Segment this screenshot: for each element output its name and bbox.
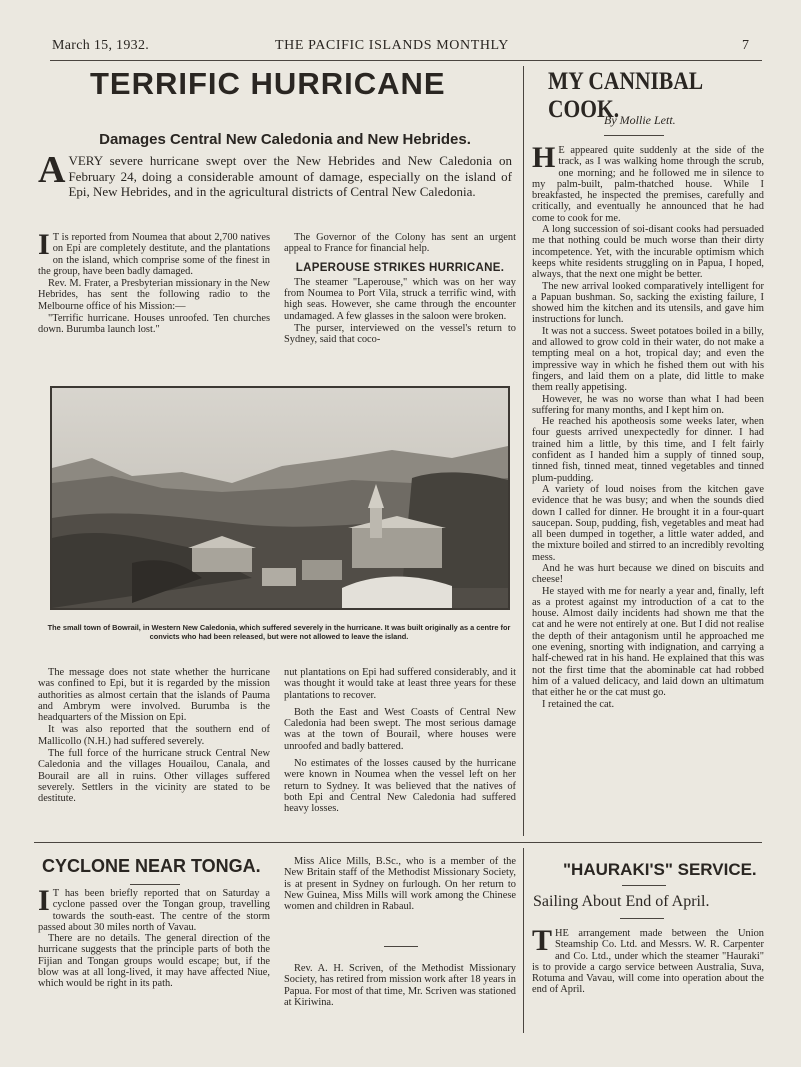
tonga-headline: CYCLONE NEAR TONGA.: [42, 856, 261, 876]
dropcap: I: [38, 228, 50, 261]
dropcap: A: [38, 149, 66, 191]
photo-illustration: [52, 388, 508, 608]
hauraki-sub-rule: [620, 918, 664, 919]
bourail-town-photo: [50, 386, 510, 610]
paragraph: He stayed with me for nearly a year and, finally, left as a protest against my introduction of a cat to the house. Almost daily incidents had shown me that the cat and he were not entirely at one. But I did not realise the depth of their antagonism until he approached me one evening, snorting with indignation, and carrying a half-chewed rat in his hand. He explained that this was not the first time that the abominable cat had robbed him of a valued delicacy, and laid down an ultimatum that either he or the cat must go.: [532, 585, 764, 699]
hauraki-rule: [622, 885, 666, 886]
header-rule: [50, 60, 762, 61]
issue-date: March 15, 1932.: [52, 38, 150, 53]
paragraph: It was also reported that the southern end of Mallicollo (N.H.) had suffered severely.: [38, 724, 270, 747]
paragraph: E appeared quite suddenly at the side of the track, as I was walking home through the scrub, one morning; and he followed me in silence to my palm-built, palm-thatched house. While I breakfasted, he inspected the premises, carefully and critically, and eventually he announced that he had come to cook for me.: [532, 145, 764, 224]
hauraki-subheadline: Sailing About End of April.: [533, 893, 710, 910]
hurricane-column-1-bottom: [38, 667, 270, 805]
hurricane-lead: [38, 149, 512, 200]
paragraph: Rev. M. Frater, a Presbyterian missionary in the New Hebrides, has sent the following radio to the Melbourne office of his Mission:—: [38, 278, 270, 312]
hurricane-headline: TERRIFIC HURRICANE: [90, 66, 446, 101]
laperouse-heading: LAPEROUSE STRIKES HURRICANE.: [295, 261, 505, 274]
dropcap: H: [532, 141, 556, 174]
paragraph: It was not a success. Sweet potatoes boiled in a billy, and allowed to grow cold in their water, do not make a tempting meal on a hot, tropical day; and even the impressive way in which he fished them out with his fingers, and laid them on a plate, did little to make them really appetising.: [532, 325, 764, 394]
tonga-rule: [130, 884, 180, 885]
dropcap: I: [38, 884, 50, 917]
byline-rule: [604, 135, 664, 136]
paragraph: T is reported from Noumea that about 2,700 natives on Epi are completely destitute, and the plantations on the island, which comprise some of the finest in the group, have been badly damaged.: [38, 232, 270, 277]
column-divider: [523, 66, 524, 836]
hurricane-column-2-bottom: [284, 667, 516, 815]
paragraph: Miss Alice Mills, B.Sc., who is a member of the New Britain staff of the Methodist Missionary Society, is at present in Sydney on furlough. On her return to New Guinea, Miss Mills will work among the Chinese women and children in Rabaul.: [284, 856, 516, 913]
paragraph: A long succession of soi-disant cooks had persuaded me that nothing could be much worse than their dirty incompetence. Yet, with the incurable optimism which keeps white residents struggling on in Papua, I hoped, always, that the next one might be better.: [532, 224, 764, 281]
paragraph: He reached his apotheosis some weeks later, when four guests arrived unexpectedly for dinner. I had trained him a little, by this time, and I felt fairly confident as I handed him a supply of tinned soup, tinned fish, tinned meat, tinned vegetables and tinned plum-pudding.: [532, 416, 764, 484]
paragraph: No estimates of the losses caused by the hurricane were known in Noumea when the vessel left on her return to Sydney. It was believed that the natives of both Epi and Central New Caledonia had suffered heavy losses.: [284, 758, 516, 815]
cannibal-byline: By Mollie Lett.: [604, 113, 676, 127]
page-number: 7: [742, 38, 750, 53]
paragraph: I retained the cat.: [542, 698, 615, 710]
notes-column: [284, 856, 516, 912]
paragraph: And he was hurt because we dined on biscuits and cheese!: [532, 562, 764, 586]
paragraph: A variety of loud noises from the kitchen gave evidence that he was busy; and when the sounds died down I called for dinner. He brought it in a four-quart saucepan. Soup, pudding, fish, vegetables and meat had all been dumped in together, a little water added, and the mixture boiled and stirred to an incredibly revolting mess.: [532, 483, 764, 563]
hauraki-headline: "HAURAKI'S" SERVICE.: [563, 860, 757, 879]
lower-column-divider: [523, 848, 524, 1033]
paragraph: T has been briefly reported that on Saturday a cyclone passed over the Tongan group, travelling towards the south-east. The centre of the storm passed about 30 miles north of Vavau.: [38, 888, 270, 933]
notes-column-2: [284, 963, 516, 1008]
lead-text: VERY severe hurricane swept over the New Hebrides and New Caledonia on February 24, doing a considerable amount of damage, especially on the island of Epi, New Hebrides, and in the agricultural districts of Central New Caledonia.: [68, 153, 512, 199]
paragraph: "Terrific hurricane. Houses unroofed. Ten churches down. Burumba launch lost.": [38, 313, 270, 336]
paragraph: The message does not state whether the hurricane was confined to Epi, but it is regarded by the mission authorities as almost certain that the islands of Pauma and Ambrym were involved. Burumba is the headquarters of the Mission on Epi.: [38, 667, 270, 724]
paragraph: There are no details. The general direction of the hurricane suggests that the principle parts of both the Fijian and Tongan groups would escape; but, if the blow was at all long-lived, it may have affected Niue, which would be right in its path.: [38, 933, 270, 990]
publication-title: THE PACIFIC ISLANDS MONTHLY: [275, 38, 510, 53]
hurricane-column-1-top: [38, 228, 270, 336]
paragraph: The full force of the hurricane struck Central New Caledonia and the villages Houailou, Canala, and Bourail are all in ruins. Other villages suffered severely. Settlers in the vicinity are stated to be destitute.: [38, 748, 270, 805]
paragraph: The Governor of the Colony has sent an urgent appeal to France for financial help.: [284, 232, 516, 255]
paragraph: However, he was no worse than what I had been suffering for many months, and I kept him on.: [532, 393, 764, 416]
paragraph: nut plantations on Epi had suffered considerably, and it was thought it would take at least three years for these plantations to recover.: [284, 667, 516, 701]
paragraph: The steamer "Laperouse," which was on her way from Noumea to Port Vila, struck a terrific wind, with high seas. However, she came through the encounter undamaged. A few glasses in the saloon were broken.: [284, 276, 516, 322]
paragraph: HE arrangement made between the Union Steamship Co. Ltd. and Messrs. W. R. Carpenter and Co. Ltd., under which the steamer "Hauraki" is to provide a cargo service between Australia, Suva, Rotuma and Vavau, will come into operation about the end of April.: [532, 928, 764, 996]
hauraki-body: [532, 924, 764, 996]
paragraph: Rev. A. H. Scriven, of the Methodist Missionary Society, has retired from mission work after 18 years in Papua. For most of that time, Mr. Scriven was stationed at Kiriwina.: [284, 963, 516, 1008]
hurricane-subheadline: Damages Central New Caledonia and New Hebrides.: [99, 131, 471, 148]
paragraph: Both the East and West Coasts of Central New Caledonia had been swept. The most serious damage was at the town of Bourail, where houses were unroofed and badly battered.: [284, 706, 516, 752]
photo-caption: The small town of Bowrail, in Western New Caledonia, which suffered severely in the hurricane. It was built originally as a centre for convicts who had been released, but were not allowed to leave the island.: [47, 623, 511, 641]
paragraph: The purser, interviewed on the vessel's return to Sydney, said that coco-: [284, 323, 516, 346]
cannibal-body: [532, 141, 764, 710]
dropcap: T: [532, 924, 553, 957]
notes-rule: [384, 946, 418, 947]
hurricane-column-2-top: [284, 232, 516, 346]
lower-section-rule: [34, 842, 762, 843]
tonga-body: [38, 884, 270, 990]
paragraph: The new arrival looked comparatively intelligent for a Papuan bushman. So, sacking the existing failure, I showed him the kitchen and its utensils, and gave him instructions for lunch.: [532, 280, 764, 326]
cannibal-headline: MY CANNIBAL COOK.: [548, 68, 702, 123]
